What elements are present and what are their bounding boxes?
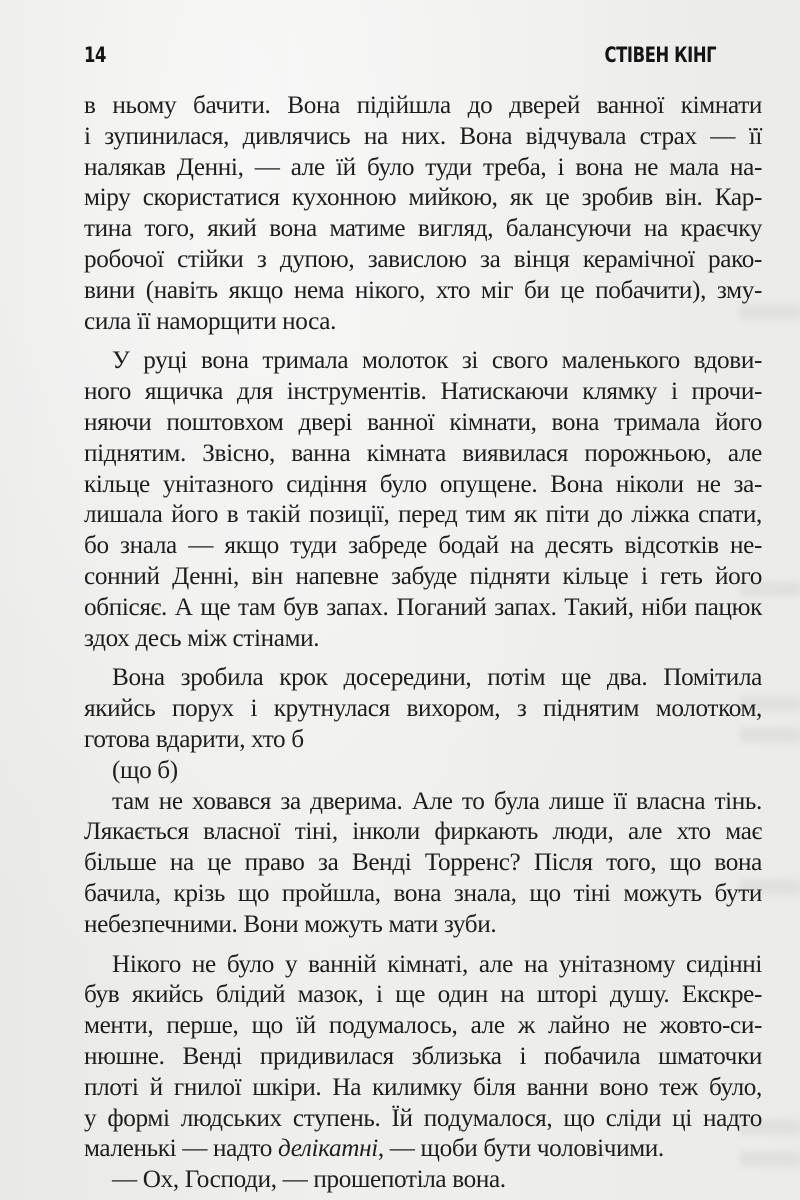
text-line: більше на це право за Венді Торренс? Після того, що вона <box>84 849 762 877</box>
text-line: в ньому бачити. Вона підійшла до дверей ванної кімнати <box>84 92 762 119</box>
text-line: — Ох, Господи, — прошепотіла вона. <box>112 1166 506 1194</box>
paragraph <box>84 950 762 1166</box>
running-head <box>84 40 716 70</box>
text-line: сила її наморщити носа. <box>84 307 337 335</box>
paragraph <box>84 91 762 337</box>
text-line: і зупинилася, дивлячись на них. Вона відчувала страх — її <box>84 122 762 150</box>
author-name: СТІВЕН КІНГ <box>604 43 716 67</box>
text-line: небезпечними. Вони можуть мати зуби. <box>84 910 497 938</box>
text-line: кільце унітазного сидіння було опущене. Вона ніколи не за- <box>84 470 762 498</box>
text-line: (що б) <box>112 756 178 784</box>
page-number: 14 <box>84 43 107 67</box>
text-line: плоті й гнилої шкіри. На килимку біля ванни воно теж було, <box>84 1073 762 1101</box>
text-line: бо знала — якщо туди забреде бодай на десять відсотків не- <box>84 532 762 560</box>
text-line <box>84 1134 762 1165</box>
text-line: вини (навіть якщо нема нікого, хто міг би це побачити), зму- <box>84 276 762 304</box>
text-fragment: маленькі — надто <box>84 1135 278 1163</box>
text-line: здох десь між стінами. <box>84 624 320 652</box>
body-text <box>84 91 762 1196</box>
paragraph <box>84 787 762 941</box>
text-line: Лякається власної тіні, інколи фиркають люди, але хто має <box>84 818 762 846</box>
text-line: Нікого не було у ванній кімнаті, але на унітазному сидінні <box>112 950 762 978</box>
paragraph <box>84 346 762 654</box>
text-line: там не ховався за дверима. Але то була лише її власна тінь. <box>112 787 762 815</box>
dialogue-paragraph <box>84 1165 762 1196</box>
text-fragment: , — щоби бути чоловічими. <box>377 1135 664 1163</box>
paragraph <box>84 663 762 755</box>
text-line: був якийсь блідий мазок, і ще один на шторі душу. Екскре- <box>84 981 762 1009</box>
text-line: робочої стійки з дупою, завислою за вінця керамічної рако- <box>84 245 762 273</box>
text-line: няючи поштовхом двері ванної кімнати, вона тримала його <box>84 408 762 436</box>
text-line: сонний Денні, він напевне забуде підняти кільце і геть його <box>84 562 762 590</box>
text-line: піднятим. Звісно, ванна кімната виявилася порожньою, але <box>84 439 762 467</box>
text-line: міру скористатися кухонною мийкою, як це зробив він. Кар- <box>84 184 762 212</box>
text-line: ного ящичка для інструментів. Натискаючи клямку і прочи- <box>84 378 762 406</box>
text-line: Вона зробила крок досередини, потім ще два. Помітила <box>112 664 762 692</box>
text-line: якийсь порух і крутнулася вихором, з піднятим молотком, <box>84 695 762 723</box>
text-line: нюшне. Венді придивилася зблизька і побачила шматочки <box>84 1042 762 1070</box>
text-line: менти, перше, що їй подумалось, але ж лайно не жовто-си- <box>84 1012 762 1040</box>
text-line: у формі людських ступень. Їй подумалося, що сліди ці надто <box>84 1104 762 1132</box>
text-line: лишала його в такій позиції, перед тим як піти до ліжка спати, <box>84 501 762 529</box>
text-line: тина того, який вона матиме вигляд, балансуючи на краєчку <box>84 215 762 243</box>
italic-emphasis: делікатні <box>278 1135 378 1163</box>
text-line: готова вдарити, хто б <box>84 725 304 753</box>
text-line: У руці вона тримала молоток зі свого маленького вдови- <box>112 347 762 375</box>
paragraph <box>84 756 762 787</box>
text-line: бачила, крізь що пройшла, вона знала, що тіні можуть бути <box>84 879 762 907</box>
text-line: налякав Денні, — але їй було туди треба, і вона не мала на- <box>84 153 762 181</box>
text-line: обпісяє. А ще там був запах. Поганий запах. Такий, ніби пацюк <box>84 593 762 621</box>
